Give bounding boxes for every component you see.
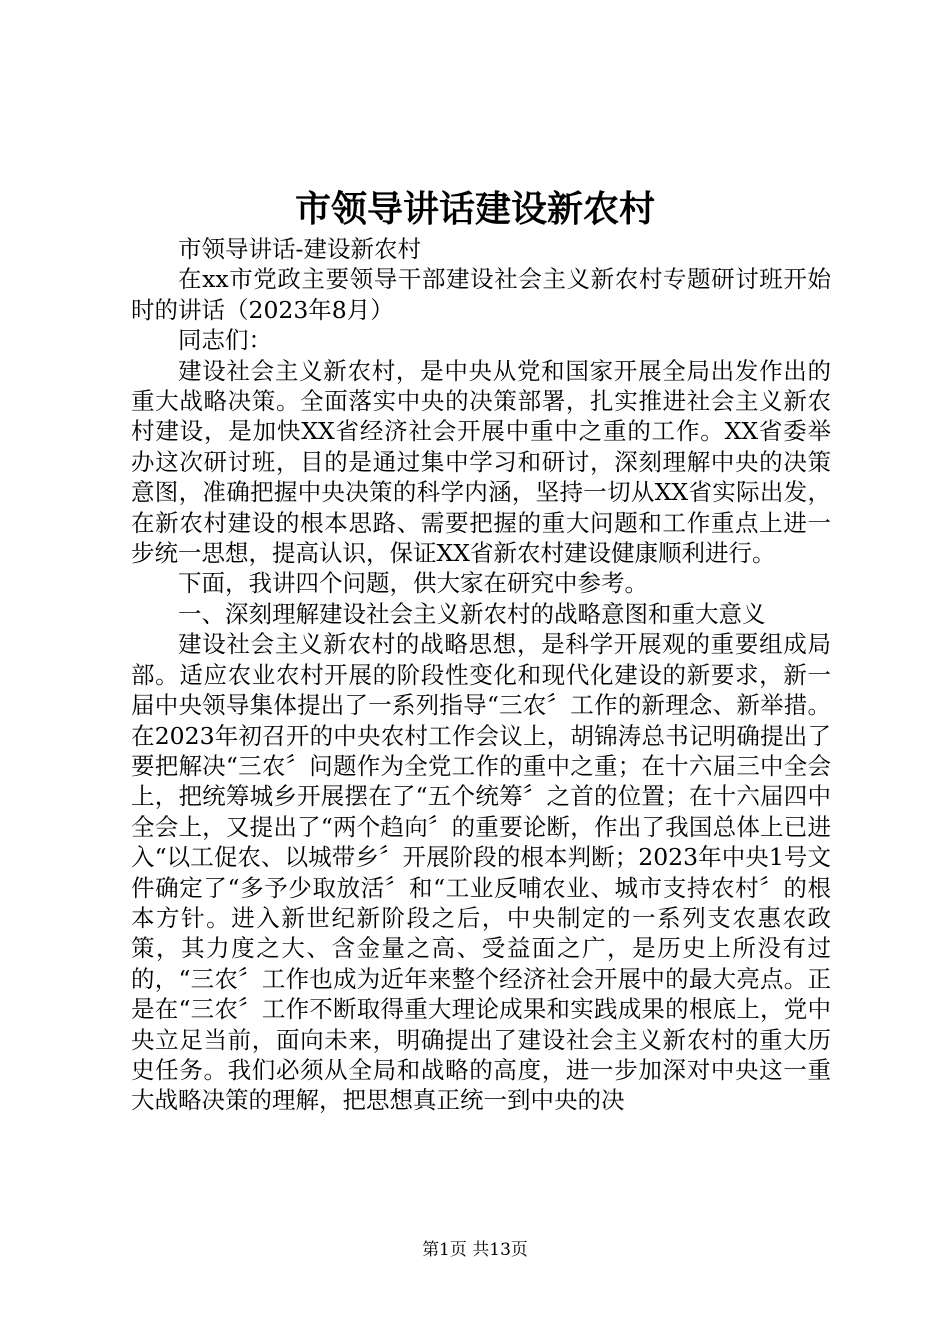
document-body [131,234,831,1116]
paragraph-salutation: 同志们： [178,326,272,355]
paragraph-intro: 建设社会主义新农村，是中央从党和国家开展全局出发作出的重大战略决策。全面落实中央的决策部署，扎实推进社会主义新农村建设，是加快XX省经济社会开展中重中之重的工作。XX省委举办这次研讨班，目的是通过集中学习和研讨，深刻理解中央的决策意图，准确把握中央决策的科学内涵，坚持一切从XX省实际出发，在新农村建设的根本思路、需要把握的重大问题和工作重点上进一步统一思想，提高认识，保证XX省新农村建设健康顺利进行。 [131,356,831,568]
page-number-footer: 第1页 共13页 [422,1240,528,1260]
document-title: 市领导讲话建设新农村 [294,188,655,230]
paragraph-outline: 下面，我讲四个问题，供大家在研究中参考。 [178,569,648,598]
section-heading-1: 一、深刻理解建设社会主义新农村的战略意图和重大意义 [178,599,766,628]
paragraph-occasion: 在xx市党政主要领导干部建设社会主义新农村专题研讨班开始时的讲话（2023年8月） [131,265,831,324]
paragraph-subtitle: 市领导讲话-建设新农村 [178,235,421,263]
paragraph-section-1: 建设社会主义新农村的战略思想，是科学开展观的重要组成局部。适应农业农村开展的阶段性变化和现代化建设的新要求，新一届中央领导集体提出了一系列指导“三农〞工作的新理念、新举措。在2023年初召开的中央农村工作会议上，胡锦涛总书记明确提出了要把解决“三农〞问题作为全党工作的重中之重；在十六届三中全会上，把统筹城乡开展摆在了“五个统筹〞之首的位置；在十六届四中全会上，又提出了“两个趋向〞的重要论断，作出了我国总体上已进入“以工促农、以城带乡〞开展阶段的根本判断；2023年中央1号文件确定了“多予少取放活〞和“工业反哺农业、城市支持农村〞的根本方针。进入新世纪新阶段之后，中央制定的一系列支农惠农政策，其力度之大、含金量之高、受益面之广，是历史上所没有过的，“三农〞工作也成为近年来整个经济社会开展中的最大亮点。正是在“三农〞工作不断取得重大理论成果和实践成果的根底上，党中央立足当前，面向未来，明确提出了建设社会主义新农村的重大历史任务。我们必须从全局和战略的高度，进一步加深对中央这一重大战略决策的理解，把思想真正统一到中央的决 [131,630,831,1115]
